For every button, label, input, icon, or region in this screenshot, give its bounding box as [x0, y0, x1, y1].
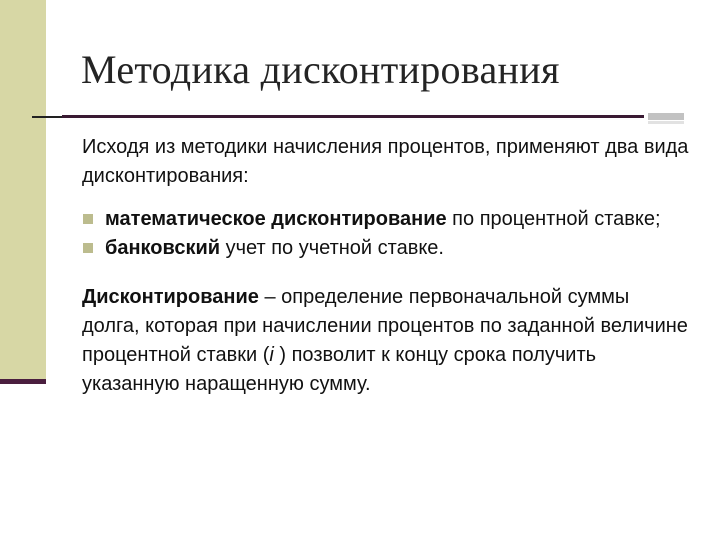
- rate-symbol: i: [269, 344, 274, 366]
- square-bullet-icon: [83, 243, 93, 253]
- bullet-term: математическое дисконтирование: [105, 208, 447, 230]
- title-underline-accent-light: [648, 121, 684, 124]
- side-accent-bar: [0, 379, 46, 384]
- square-bullet-icon: [83, 214, 93, 224]
- intro-paragraph: Исходя из методики начисления процентов, применяют два вида дисконтирования:: [82, 136, 689, 187]
- title-underline-accent: [648, 113, 684, 120]
- bullet-text: учет по учетной ставке.: [220, 237, 444, 259]
- definition-term: Дисконтирование: [82, 286, 259, 308]
- slide-body: [82, 133, 692, 399]
- bullet-text: по процентной ставке;: [446, 208, 661, 230]
- definition-text-before: – определение первоначальной суммы долга, которая при начислении процентов по заданной величине процентной ставки (: [82, 286, 688, 366]
- bullet-item-mathematical: [82, 205, 692, 234]
- definition-text-after: ) позволит к концу срока получить указанную наращенную сумму.: [82, 344, 597, 395]
- side-decorative-panel: [0, 0, 46, 382]
- bullet-term: банковский: [105, 237, 221, 259]
- title-underline: [62, 115, 644, 118]
- definition-paragraph: [82, 283, 692, 399]
- title-underline-left: [32, 116, 62, 118]
- slide-title: Методика дисконтирования: [81, 47, 560, 92]
- bullet-list: [82, 205, 692, 263]
- bullet-item-bank: [82, 234, 692, 263]
